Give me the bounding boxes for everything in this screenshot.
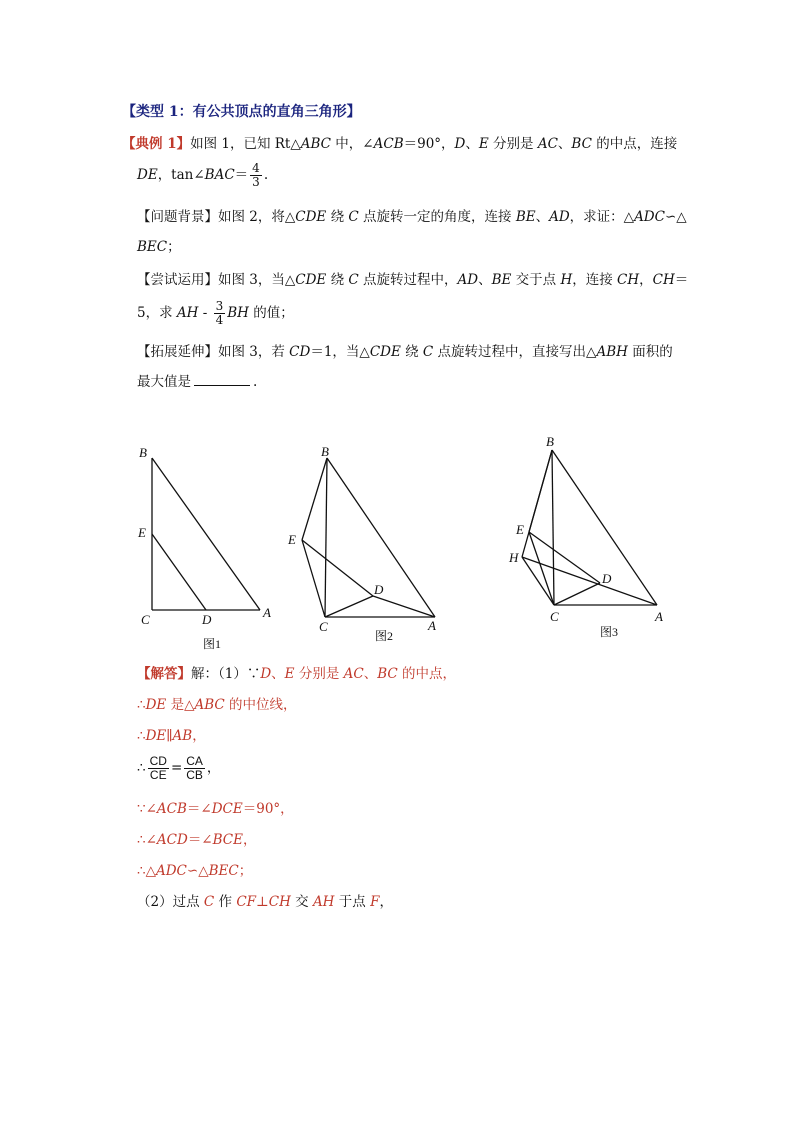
text: ； <box>238 863 253 879</box>
text: ∥ <box>166 728 173 744</box>
text: 是△ <box>166 697 195 713</box>
text: ＝ <box>674 272 689 288</box>
segment-ed <box>152 534 206 610</box>
text: 点旋转一定的角度，连接 <box>358 209 516 225</box>
numerator: 3 <box>215 299 224 313</box>
text: D <box>260 666 272 682</box>
text: ACD <box>156 832 188 848</box>
try-line-2 <box>137 300 294 327</box>
text: ∴∠ <box>137 832 157 848</box>
text: ∴△ <box>137 863 156 879</box>
text: = <box>170 760 183 776</box>
text: DE <box>137 167 158 183</box>
answer-blank[interactable] <box>194 373 250 386</box>
denominator: 4 <box>215 313 224 327</box>
text: ADC <box>155 863 187 879</box>
text: ＝90°， <box>242 801 294 817</box>
text: CD <box>289 344 311 360</box>
fig1-label-c: C <box>141 612 150 627</box>
numerator: CD <box>149 754 167 768</box>
text: CH <box>617 272 640 288</box>
solution-line-1 <box>137 665 456 683</box>
fig1-caption: 图1 <box>203 637 222 651</box>
fig1-label-b: B <box>139 445 147 460</box>
fraction-3-4 <box>214 300 226 327</box>
text: 面积的 <box>627 344 673 360</box>
text: BC <box>571 136 592 152</box>
text: ，连接 <box>572 272 618 288</box>
fig3-label-h: H <box>509 550 519 565</box>
text: ACB <box>373 136 404 152</box>
text: 解：（1）∵ <box>191 666 261 682</box>
text: AH <box>312 894 335 910</box>
solution-line-3 <box>137 727 206 745</box>
text: ，求证：△ <box>569 209 635 225</box>
text: DCE <box>211 801 243 817</box>
text: . <box>253 374 258 390</box>
text: CDE <box>295 209 327 225</box>
text: 绕 <box>326 209 349 225</box>
text: 如图 3，当△ <box>218 272 296 288</box>
text: CDE <box>295 272 327 288</box>
segment-bc <box>325 458 327 617</box>
text: 作 <box>214 894 237 910</box>
text: ， <box>192 728 206 744</box>
text: 的中位线， <box>224 697 297 713</box>
text: ABH <box>596 344 628 360</box>
text: BCE <box>212 832 243 848</box>
text: 最大值是 <box>137 374 191 390</box>
solution-line-8 <box>137 893 393 911</box>
text: ⊥ <box>256 894 269 910</box>
text: AD <box>549 209 570 225</box>
text: 、 <box>478 272 492 288</box>
text: DE <box>145 697 167 713</box>
figure-2 <box>302 458 435 617</box>
segment-ec <box>302 540 325 617</box>
text: F <box>370 894 380 910</box>
text: 绕 <box>400 344 423 360</box>
segment-ec <box>529 532 554 605</box>
segment-ed <box>529 532 600 583</box>
solution-line-5 <box>137 800 294 818</box>
text: AD <box>457 272 479 288</box>
text: CH <box>652 272 675 288</box>
segment-hc <box>522 557 554 605</box>
denominator: CE <box>149 768 167 782</box>
fig2-label-d: D <box>374 582 384 597</box>
segment-bc <box>552 450 554 605</box>
fraction-4-3 <box>250 162 262 189</box>
text: . <box>263 167 269 183</box>
text: BE <box>491 272 512 288</box>
text: AB <box>172 728 193 744</box>
text: 分别是 <box>488 136 538 152</box>
text: 、 <box>535 209 550 225</box>
text: 点旋转过程中，直接写出△ <box>433 344 597 360</box>
text: ＝∠ <box>186 801 212 817</box>
text: ∽△ <box>664 209 687 225</box>
segment-ha <box>522 557 657 605</box>
text: ∽△ <box>186 863 209 879</box>
text: CF <box>236 894 257 910</box>
text: ∴ <box>137 697 146 713</box>
background-line-1 <box>137 208 687 226</box>
segment-cd <box>325 596 373 617</box>
text: ， <box>639 272 653 288</box>
text: D <box>454 136 466 152</box>
text: 绕 <box>326 272 349 288</box>
text: ＝90°， <box>403 136 455 152</box>
text: ， <box>242 832 257 848</box>
text: E <box>284 666 295 682</box>
text: BEC <box>208 863 239 879</box>
solution-tag: 【解答】 <box>137 666 191 682</box>
text: 的中点，连接 <box>591 136 678 152</box>
fig1-label-a: A <box>263 605 271 620</box>
figure-3 <box>522 450 657 605</box>
text: E <box>478 136 489 152</box>
solution-line-7 <box>137 862 252 880</box>
text: ； <box>167 239 181 255</box>
example-line-2 <box>137 162 268 189</box>
fig3-label-b: B <box>546 434 554 449</box>
text: ，tan∠ <box>157 167 205 183</box>
text: 分别是 <box>294 666 344 682</box>
fraction-cd-ce <box>148 755 169 782</box>
text: 如图 3，若 <box>218 344 290 360</box>
text: （2）过点 <box>137 894 204 910</box>
text: ABC <box>194 697 225 713</box>
text: 中，∠ <box>331 136 374 152</box>
fig3-caption: 图3 <box>600 625 619 639</box>
text: 如图 2，将△ <box>218 209 296 225</box>
text: 的值； <box>248 305 294 321</box>
text: 5，求 <box>137 305 177 321</box>
text: 的中点， <box>397 666 457 682</box>
segment-ed <box>302 540 373 596</box>
text: ＝∠ <box>187 832 213 848</box>
text: CDE <box>369 344 401 360</box>
text: C <box>348 209 359 225</box>
text: 、 <box>363 666 378 682</box>
solution-line-6 <box>137 831 256 849</box>
text: DE <box>145 728 167 744</box>
fig3-label-c: C <box>550 609 559 624</box>
numerator: CA <box>186 754 203 768</box>
fraction-ca-cb <box>184 755 205 782</box>
text: 如图 1，已知 Rt△ <box>190 136 301 152</box>
background-tag: 【问题背景】 <box>137 209 218 225</box>
text: - <box>198 305 212 321</box>
solution-line-4 <box>137 755 220 782</box>
segment-ba <box>152 458 260 610</box>
text: 、 <box>557 136 572 152</box>
figures-area <box>0 430 794 670</box>
text: BAC <box>204 167 235 183</box>
text: H <box>560 272 573 288</box>
fig3-label-e: E <box>516 522 524 537</box>
text: C <box>203 894 215 910</box>
text: ACB <box>156 801 187 817</box>
text: ∵∠ <box>137 801 157 817</box>
fig2-label-c: C <box>319 619 328 634</box>
numerator: 4 <box>252 161 260 175</box>
text: 交于点 <box>511 272 561 288</box>
try-tag: 【尝试运用】 <box>137 272 218 288</box>
text: 于点 <box>334 894 371 910</box>
text: BE <box>515 209 536 225</box>
text: ADC <box>634 209 665 225</box>
segment-eb <box>302 458 327 540</box>
text: AC <box>537 136 558 152</box>
text: ∴ <box>137 760 146 776</box>
fig2-label-a: A <box>428 618 436 633</box>
fig2-label-b: B <box>321 444 329 459</box>
extend-tag: 【拓展延伸】 <box>137 344 218 360</box>
denominator: 3 <box>252 175 260 189</box>
segment-bh <box>522 450 552 557</box>
extend-line-1 <box>137 343 673 361</box>
text: BC <box>377 666 398 682</box>
text: ， <box>379 894 393 910</box>
fig2-caption: 图2 <box>375 629 394 643</box>
text: ABC <box>300 136 331 152</box>
fig3-label-d: D <box>602 571 612 586</box>
text: AC <box>343 666 364 682</box>
text: BH <box>227 305 249 321</box>
text: C <box>348 272 359 288</box>
text: CH <box>268 894 291 910</box>
segment-da <box>373 596 435 617</box>
segment-cd <box>554 583 600 605</box>
text: 交 <box>290 894 313 910</box>
text: 点旋转过程中， <box>358 272 458 288</box>
section-title: 【类型 1：有公共顶点的直角三角形】 <box>122 104 361 120</box>
text: ＝ <box>234 167 249 183</box>
text: 、 <box>465 136 479 152</box>
fig3-label-a: A <box>655 609 663 624</box>
text: ＝1，当△ <box>310 344 370 360</box>
text: AH <box>176 305 199 321</box>
example-line-1 <box>122 135 677 153</box>
denominator: CB <box>186 768 203 782</box>
text: 、 <box>271 666 285 682</box>
text: C <box>422 344 434 360</box>
fig1-label-d: D <box>202 612 212 627</box>
example-tag: 【典例 1】 <box>122 136 191 152</box>
extend-line-2 <box>137 373 257 391</box>
text: ， <box>206 760 221 776</box>
text: ∴ <box>137 728 146 744</box>
fig2-label-e: E <box>288 532 296 547</box>
text: BEC <box>137 239 168 255</box>
solution-line-2 <box>137 696 297 714</box>
try-line-1 <box>137 271 688 289</box>
fig1-label-e: E <box>138 525 146 540</box>
background-line-2 <box>137 238 181 256</box>
figure-1 <box>152 458 260 610</box>
